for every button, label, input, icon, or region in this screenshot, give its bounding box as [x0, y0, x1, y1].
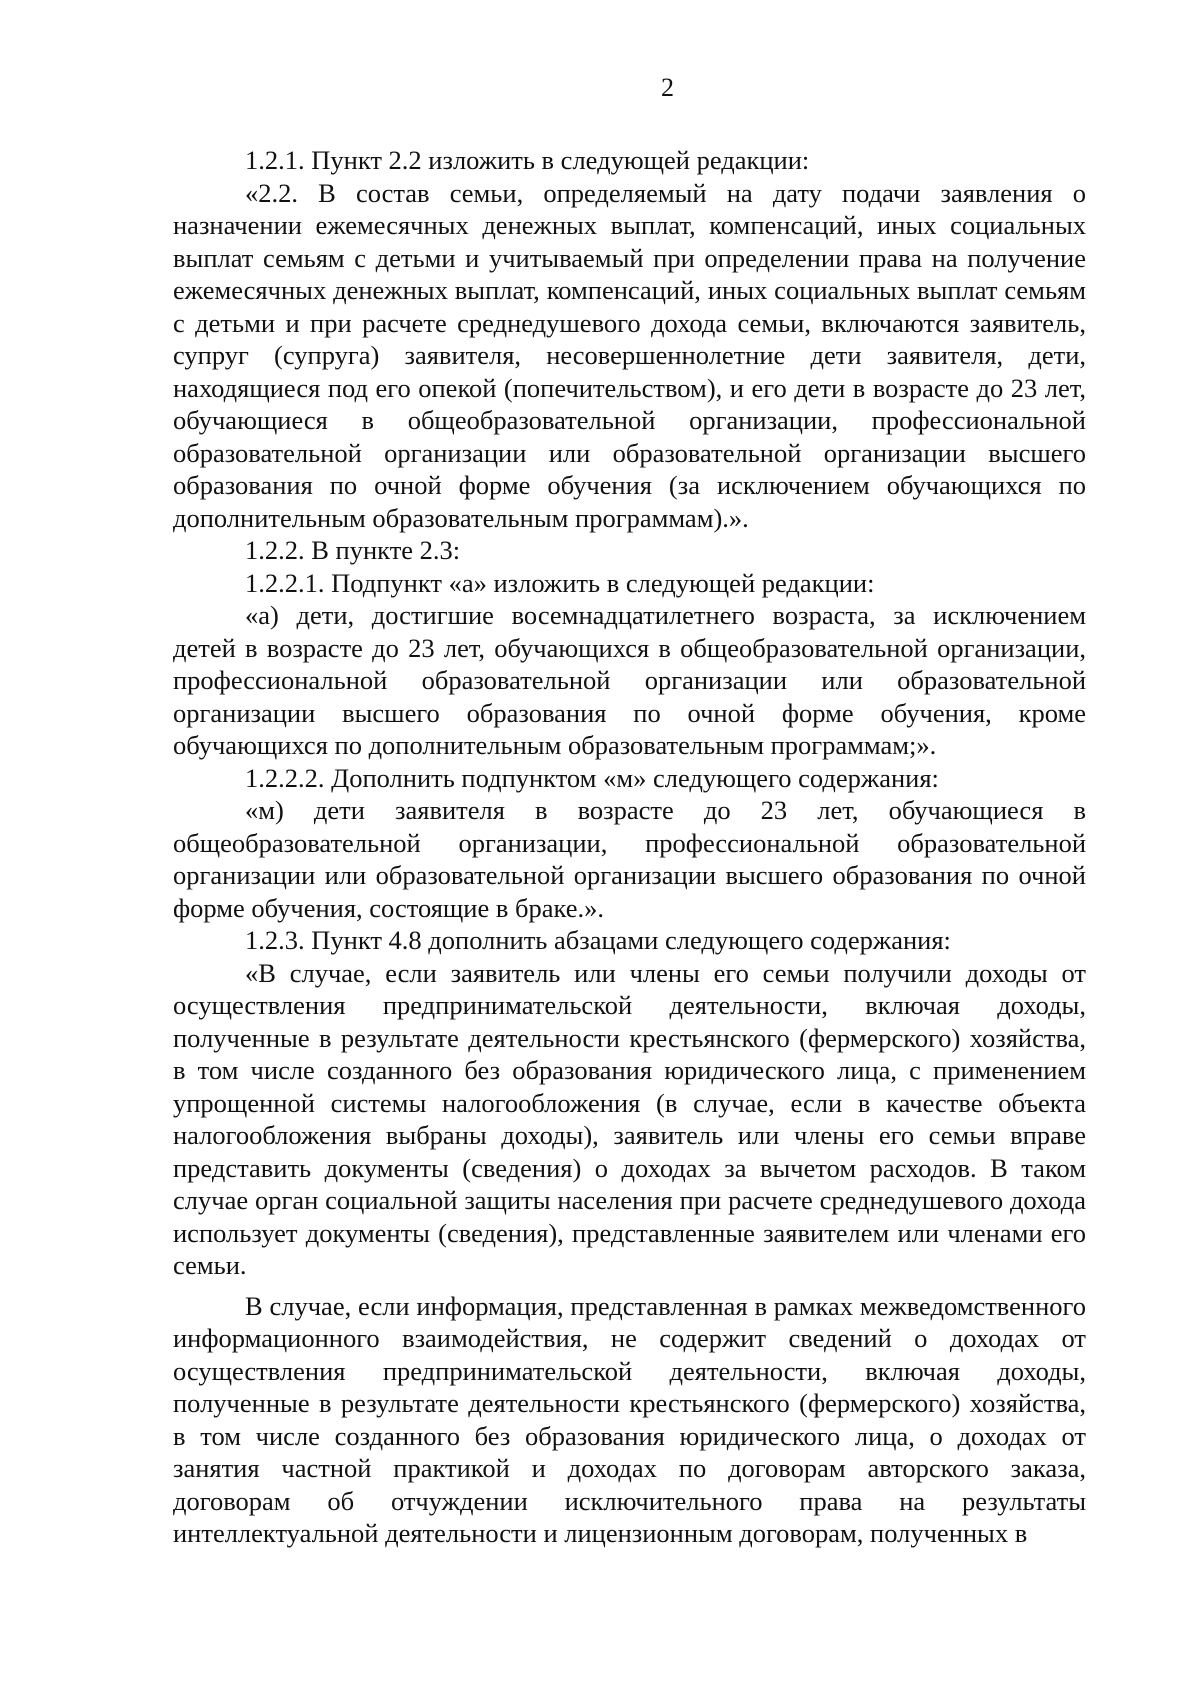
paragraph-1-2-2-1: 1.2.2.1. Подпункт «а» изложить в следующей редакции: — [245, 567, 875, 598]
paragraph-income-expenses: «В случае, если заявитель или члены его семьи получили доходы от осуществления предпринимательской деятельности, включая доходы, полученные в результате деятельности крестьянского (фермерского) хозяйства, в том числе созданного без образования юридического лица, с применением упрощенной системы налогообложения (в случае, если в качестве объекта налогообложения выбраны доходы), заявитель или члены его семьи вправе представить документы (сведения) о доходах за вычетом расходов. В таком случае орган социальной защиты населения при расчете среднедушевого дохода использует документы (сведения), представленные заявителем или членами его семьи. — [173, 957, 1086, 1280]
paragraph-1-2-2-2: 1.2.2.2. Дополнить подпунктом «м» следующего содержания: — [245, 762, 939, 793]
paragraph-subpoint-a: «а) дети, достигшие восемнадцатилетнего возраста, за исключением детей в возрасте до 23 лет, обучающихся в общеобразовательной организации, профессиональной образовательной организации или образовательной организации высшего образования по очной форме обучения, кроме обучающихся по дополнительным образовательным программам;». — [173, 600, 1086, 760]
paragraph-subpoint-m: «м) дети заявителя в возрасте до 23 лет, обучающиеся в общеобразовательной организации, профессиональной образовательной организации или образовательной организации высшего образования по очной форме обучения, состоящие в браке.». — [173, 795, 1086, 923]
document-body — [173, 144, 1086, 1550]
paragraph-1-2-3: 1.2.3. Пункт 4.8 дополнить абзацами следующего содержания: — [245, 925, 951, 955]
paragraph-2-2-text: «2.2. В состав семьи, определяемый на дату подачи заявления о назначении ежемесячных денежных выплат, компенсаций, иных социальных выплат семьям с детьми и учитываемый при определении права на получение ежемесячных денежных выплат, компенсаций, иных социальных выплат семьям с детьми и при расчете среднедушевого дохода семьи, включаются заявитель, супруг (супруга) заявителя, несовершеннолетние дети заявителя, дети, находящиеся под его опекой (попечительством), и его дети в возрасте до 23 лет, обучающиеся в общеобразовательной организации, профессиональной образовательной организации или образовательной организации высшего образования по очной форме обучения (за исключением обучающихся по дополнительным образовательным программам).». — [173, 177, 1086, 533]
paragraph-1-2-2: 1.2.2. В пункте 2.3: — [245, 535, 461, 565]
paragraph-interagency-info: В случае, если информация, представленная в рамках межведомственного информационного взаимодействия, не содержит сведений о доходах от осуществления предпринимательской деятельности, включая доходы, полученные в результате деятельности крестьянского (фермерского) хозяйства, в том числе созданного без образования юридического лица, о доходах от занятия частной практикой и доходах по договорам авторского заказа, договорам об отчуждении исключительного права на результаты интеллектуальной деятельности и лицензионным договорам, полученных в — [173, 1290, 1086, 1548]
page-number: 2 — [661, 73, 674, 102]
paragraph-1-2-1: 1.2.1. Пункт 2.2 изложить в следующей редакции: — [245, 145, 810, 175]
